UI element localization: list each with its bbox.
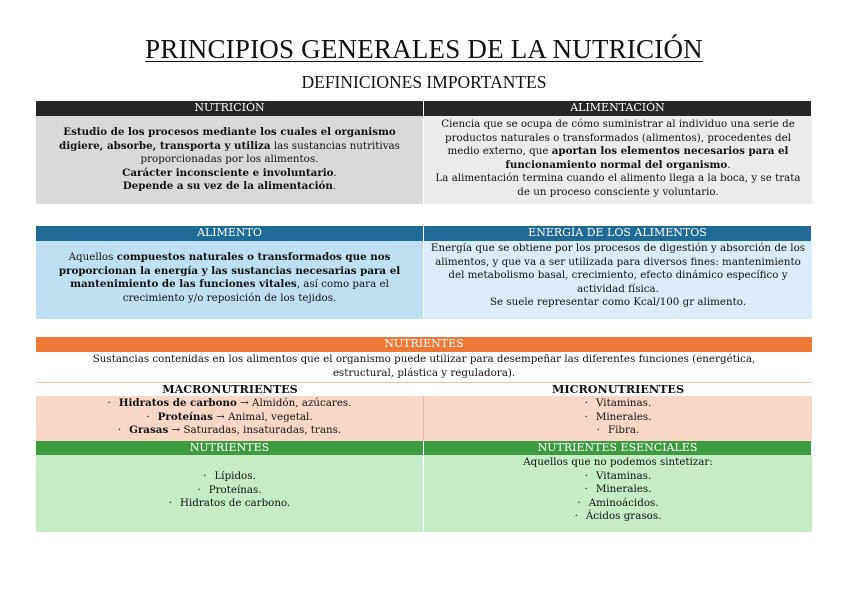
- nutricion-alimentacion-table: [36, 101, 812, 204]
- list-item: [36, 411, 423, 425]
- list-item: [36, 470, 423, 484]
- micronutrientes-header: MICRONUTRIENTES: [424, 382, 812, 396]
- bullet: ·: [146, 410, 150, 423]
- bullet: ·: [197, 483, 201, 496]
- nutricion-def-text: las sustancias nutritivas proporcionadas por los alimentos.: [140, 139, 400, 165]
- energia-def-text: Energía que se obtiene por los procesos de digestión y absorción de los alimentos, y que va a ser utilizada para diversos fines: mantenimiento del metabolismo basal, crecimiento, efecto dinámico específico y actividad física.: [430, 242, 806, 295]
- alimentacion-def-text: Ciencia que se ocupa de cómo suministrar al individuo una serie de productos naturales o transformados (alimentos), procedentes del medio externo, que: [441, 118, 795, 157]
- macro-examples: Saturadas, insaturadas, trans.: [180, 424, 342, 436]
- micronutrientes-list: [424, 396, 812, 441]
- macro-name: Grasas: [129, 424, 169, 436]
- alimento-definition: [36, 241, 424, 319]
- list-item: [36, 484, 423, 498]
- bullet: ·: [577, 496, 581, 509]
- page-title: PRINCIPIOS GENERALES DE LA NUTRICIÓN: [145, 34, 703, 64]
- nutrientes-list: [36, 455, 424, 532]
- list-item: [424, 483, 812, 497]
- macro-examples: Animal, vegetal.: [224, 410, 313, 423]
- essential-name: Vitaminas.: [596, 469, 652, 482]
- bullet: ·: [584, 469, 589, 482]
- nutrient-name: Proteínas.: [208, 483, 262, 496]
- arrow-icon: →: [240, 397, 249, 409]
- nutricion-dependency: Depende a su vez de la alimentación: [122, 180, 333, 192]
- page-subtitle: DEFINICIONES IMPORTANTES: [301, 72, 547, 92]
- alimentacion-def-end: .: [727, 158, 731, 171]
- macronutrientes-header: MACRONUTRIENTES: [36, 382, 424, 396]
- energia-header: ENERGÍA DE LOS ALIMENTOS: [424, 226, 812, 241]
- list-item: [424, 510, 812, 524]
- micro-name: Vitaminas.: [596, 397, 652, 409]
- macro-name: Hidratos de carbono: [118, 397, 237, 409]
- bullet: ·: [584, 410, 588, 423]
- micro-name: Fibra.: [607, 424, 640, 436]
- nutricion-character: Carácter inconsciente e involuntario: [122, 166, 334, 179]
- bullet: ·: [584, 483, 588, 495]
- macro-name: Proteínas: [157, 410, 213, 423]
- nutricion-dependency-end: .: [332, 180, 337, 192]
- essential-name: Aminoácidos.: [588, 496, 659, 509]
- micro-name: Minerales.: [595, 410, 652, 423]
- nutrientes-header: NUTRIENTES: [36, 337, 812, 352]
- nutricion-definition: [36, 116, 424, 204]
- energia-definition: [424, 241, 812, 319]
- alimento-def-start: Aquellos: [68, 251, 117, 263]
- nutrientes-subheader: NUTRIENTES: [36, 441, 424, 455]
- bullet: ·: [574, 510, 578, 522]
- esenciales-list: [424, 455, 812, 532]
- alimentacion-header: ALIMENTACIÓN: [424, 101, 812, 116]
- essential-name: Ácidos grasos.: [585, 510, 662, 522]
- alimento-def-end: , así como para el crecimiento y/o reposición de los tejidos.: [122, 278, 389, 304]
- alimentacion-definition: [424, 116, 812, 204]
- esenciales-header: NUTRIENTES ESENCIALES: [424, 441, 812, 455]
- nutrient-name: Lípidos.: [214, 470, 256, 482]
- bullet: ·: [203, 470, 207, 482]
- bullet: ·: [117, 424, 122, 436]
- energia-unit-note: Se suele representar como Kcal/100 gr alimento.: [489, 296, 747, 308]
- nutrientes-table: [36, 337, 812, 532]
- macronutrientes-list: [36, 396, 424, 441]
- bullet: ·: [596, 424, 600, 436]
- list-item: [424, 470, 812, 484]
- nutricion-def-bold: Estudio de los procesos mediante los cuales el organismo digiere, absorbe, transporta y utiliza: [59, 126, 396, 152]
- list-item: [36, 424, 423, 438]
- list-item: [424, 411, 812, 425]
- nutrientes-description: Sustancias contenidas en los alimentos que el organismo puede utilizar para desempeñar las diferentes funciones (energética, estructural, plástica y reguladora).: [36, 352, 812, 382]
- nutricion-character-end: .: [333, 166, 337, 179]
- nutrient-name: Hidratos de carbono.: [179, 497, 291, 509]
- arrow-icon: →: [216, 410, 225, 423]
- esenciales-intro: Aquellos que no podemos sintetizar:: [523, 456, 713, 468]
- essential-name: Minerales.: [595, 483, 652, 495]
- macro-examples: Almidón, azúcares.: [248, 397, 352, 409]
- list-item: [424, 497, 812, 511]
- bullet: ·: [168, 497, 172, 509]
- alimento-def-bold: compuestos naturales o transformados que nos proporcionan la energía y las sustancias necesarias para el mantenimiento de las funciones vitales: [58, 251, 401, 290]
- arrow-icon: →: [171, 424, 181, 436]
- alimentacion-def-bold: aportan los elementos necesarios para el funcionamiento normal del organismo: [505, 145, 789, 171]
- alimento-header: ALIMENTO: [36, 226, 424, 241]
- alimentacion-note: La alimentación termina cuando el alimento llega a la boca, y se trata de un proceso consciente y voluntario.: [435, 172, 801, 198]
- alimento-energia-table: [36, 226, 812, 319]
- bullet: ·: [107, 397, 111, 409]
- list-item: [36, 497, 423, 511]
- list-item: [424, 397, 812, 411]
- nutricion-header: NUTRICIÓN: [36, 101, 424, 116]
- list-item: [424, 424, 812, 438]
- bullet: ·: [584, 397, 589, 409]
- list-item: [36, 397, 423, 411]
